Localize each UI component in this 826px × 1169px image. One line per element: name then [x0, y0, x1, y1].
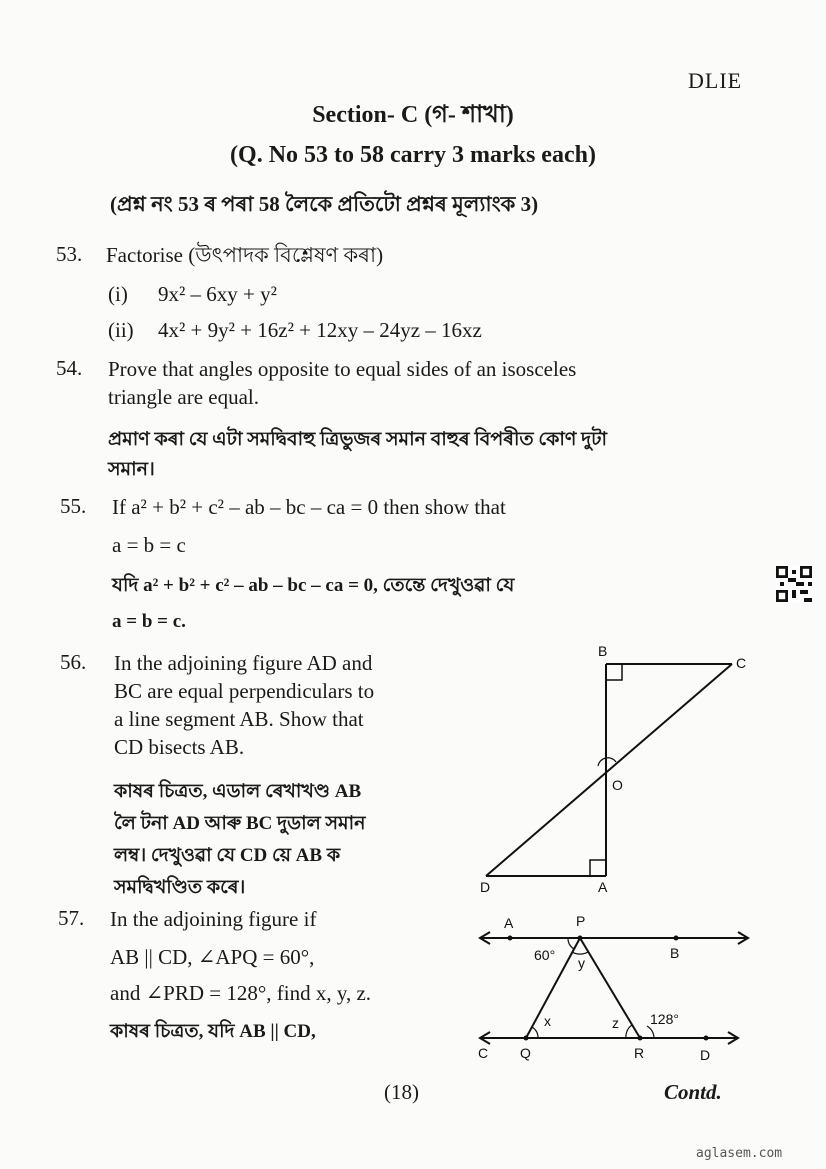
contd-label: Contd. — [664, 1080, 722, 1104]
point-d — [704, 1036, 709, 1041]
page-number: (18) — [384, 1080, 419, 1104]
q54-text-as-1: প্ৰমাণ কৰা যে এটা সমদ্বিবাহু ত্ৰিভুজৰ সমান বাহুৰ বিপৰীত কোণ দুটা — [108, 429, 608, 450]
label-b: B — [598, 643, 608, 659]
angle-mark-z — [626, 1025, 632, 1038]
q57-text-en-1: In the adjoining figure if — [110, 907, 317, 931]
label-a: A — [504, 915, 514, 931]
label-angle-128: 128° — [650, 1011, 679, 1027]
q56-text-en-1: In the adjoining figure AD and — [114, 651, 373, 675]
q54-text-as-2: সমান। — [108, 459, 155, 480]
q53-part1-expr: 9x² – 6xy + y² — [158, 282, 277, 306]
angle-mark-128 — [647, 1026, 654, 1038]
q56-text-as-4: সমদ্বিখণ্ডিত কৰে। — [114, 877, 246, 898]
label-angle-60: 60° — [534, 947, 556, 963]
q53-part2-label: (ii) — [108, 318, 134, 342]
right-angle-a — [590, 860, 606, 876]
q55-text-en-1: If a² + b² + c² – ab – bc – ca = 0 then show that — [112, 495, 506, 519]
q55-text-as-1: যদি a² + b² + c² – ab – bc – ca = 0, তেন্তে দেখুওৱা যে — [112, 575, 515, 596]
q54-text-en-1: Prove that angles opposite to equal sides of an isosceles — [108, 357, 577, 381]
label-p: P — [576, 913, 586, 929]
q54-number: 54. — [56, 356, 83, 380]
q56-text-en-3: a line segment AB. Show that — [114, 707, 364, 731]
q56-text-en-4: CD bisects AB. — [114, 735, 245, 759]
angle-mark-x — [532, 1027, 538, 1038]
bottom-watermark: aglasem.com — [696, 1146, 783, 1161]
q53-text: Factorise (উৎপাদক বিশ্লেষণ কৰা) — [106, 243, 384, 267]
q55-text-en-2: a = b = c — [112, 533, 186, 557]
label-d: D — [480, 879, 491, 895]
q53-number: 53. — [56, 242, 83, 266]
q56-number: 56. — [60, 650, 87, 674]
marks-info-as: (প্ৰশ্ন নং 53 ৰ পৰা 58 লৈকে প্ৰতিটো প্ৰশ্নৰ মূল্যাংক 3) — [110, 192, 539, 216]
label-o: O — [612, 777, 623, 793]
q53-part2-expr: 4x² + 9y² + 16z² + 12xy – 24yz – 16xz — [158, 318, 482, 342]
q55-text-as-2: a = b = c. — [112, 611, 186, 632]
q56-text-en-2: BC are equal perpendiculars to — [114, 679, 375, 703]
q57-number: 57. — [58, 906, 85, 930]
q56-text-as-1: কাষৰ চিত্ৰত, এডাল ৰেখাখণ্ড AB — [114, 781, 362, 802]
label-c: C — [736, 655, 747, 671]
label-b: B — [670, 945, 680, 961]
q56-text-as-2: লৈ টনা AD আৰু BC দুডাল সমান — [114, 813, 366, 834]
q56-figure — [470, 636, 770, 900]
point-q — [524, 1036, 529, 1041]
label-d: D — [700, 1047, 711, 1063]
point-r — [638, 1036, 643, 1041]
angle-mark-y — [572, 952, 588, 954]
right-angle-b — [606, 664, 622, 680]
point-b — [674, 936, 679, 941]
label-c: C — [478, 1045, 489, 1061]
q55-number: 55. — [60, 494, 87, 518]
q57-text-en-3: and ∠PRD = 128°, find x, y, z. — [110, 981, 372, 1005]
q57-text-as-1: কাষৰ চিত্ৰত, যদি AB || CD, — [110, 1021, 316, 1042]
section-title: Section- C (গ- শাখা) — [312, 102, 514, 128]
qr-code-icon — [776, 566, 812, 602]
label-angle-x: x — [544, 1013, 551, 1029]
segment-cd — [486, 664, 732, 876]
segment-pr — [580, 938, 640, 1038]
point-p — [578, 936, 583, 941]
marks-info-en: (Q. No 53 to 58 carry 3 marks each) — [230, 142, 596, 168]
angle-mark-60 — [568, 938, 574, 949]
label-angle-z: z — [612, 1015, 619, 1031]
label-q: Q — [520, 1045, 531, 1061]
label-a: A — [598, 879, 608, 895]
paper-code: DLIE — [688, 68, 743, 93]
q54-text-en-2: triangle are equal. — [108, 385, 259, 409]
q57-figure — [470, 906, 770, 1066]
label-r: R — [634, 1045, 645, 1061]
q57-text-en-2: AB || CD, ∠APQ = 60°, — [110, 945, 315, 969]
point-a — [508, 936, 513, 941]
q53-part1-label: (i) — [108, 282, 128, 306]
q56-text-as-3: লম্ব। দেখুওৱা যে CD য়ে AB ক — [114, 845, 341, 866]
label-angle-y: y — [578, 955, 585, 971]
